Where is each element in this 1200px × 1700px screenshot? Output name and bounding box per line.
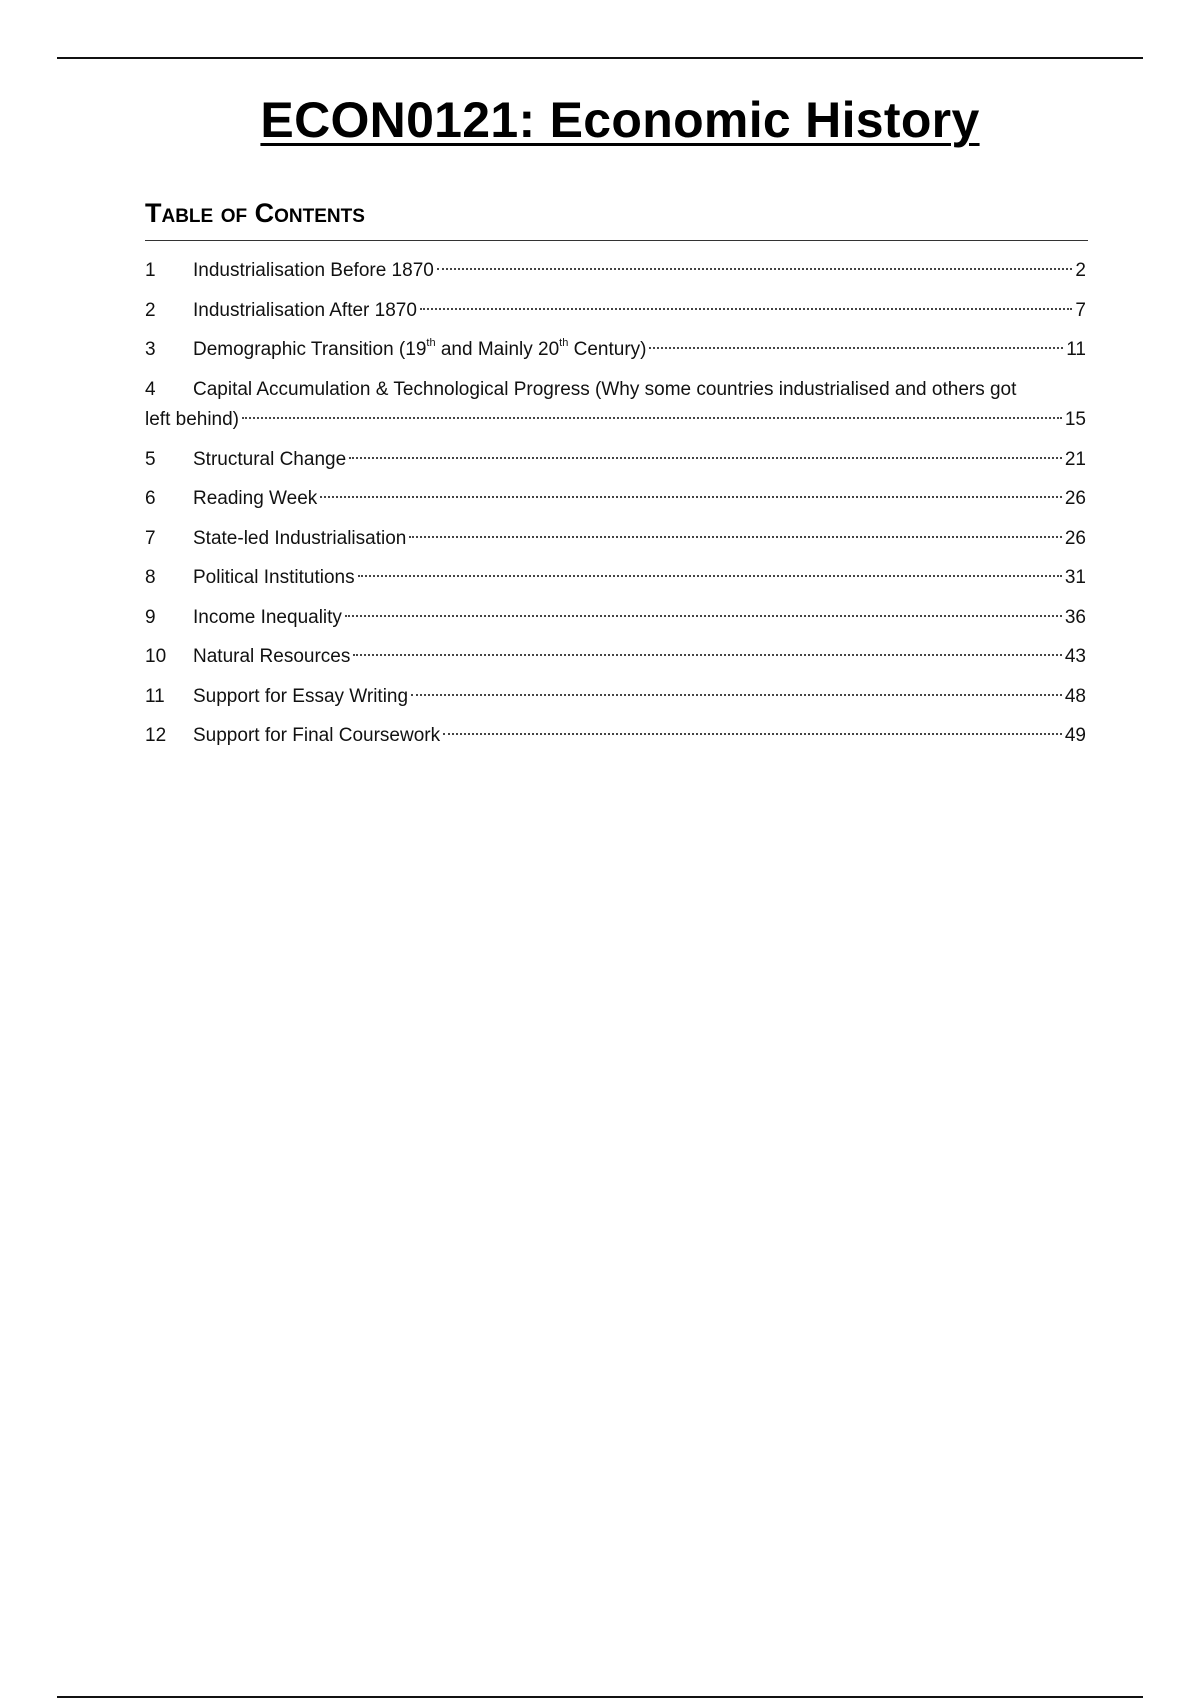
toc-entry-number: 3	[145, 339, 156, 360]
toc-entry-2[interactable]	[145, 296, 1086, 336]
dot-leader	[649, 347, 1063, 349]
toc-entry-10[interactable]	[145, 642, 1086, 682]
dot-leader	[437, 268, 1073, 270]
toc-entry-title[interactable]: Support for Final Coursework	[193, 725, 441, 746]
dot-leader	[443, 733, 1062, 735]
toc-entry-page[interactable]: 36	[1064, 606, 1086, 628]
toc-entry-number: 7	[145, 527, 156, 549]
dot-leader	[358, 575, 1062, 577]
toc-entry-11[interactable]	[145, 682, 1086, 722]
superscript: th	[559, 336, 569, 349]
dot-leader	[411, 694, 1062, 696]
toc-entry-page[interactable]: 21	[1064, 448, 1086, 470]
toc-entry-title[interactable]	[193, 335, 646, 365]
toc-title-part: and Mainly 20	[435, 339, 560, 360]
toc-entry-title[interactable]: Political Institutions	[193, 567, 355, 588]
toc-entry-4[interactable]	[145, 375, 1086, 445]
toc-entry-3[interactable]	[145, 335, 1086, 375]
toc-entry-title[interactable]: Natural Resources	[193, 646, 351, 667]
toc-entry-page[interactable]: 43	[1064, 646, 1086, 667]
toc-entry-title[interactable]: Reading Week	[193, 488, 318, 509]
dot-leader	[349, 457, 1062, 459]
toc-entry-title[interactable]: Industrialisation Before 1870	[193, 260, 434, 281]
toc-entry-6[interactable]	[145, 484, 1086, 524]
document-title: ECON0121: Economic History	[260, 92, 980, 148]
toc-entry-page[interactable]: 7	[1075, 299, 1086, 321]
toc-entry-title[interactable]: Structural Change	[193, 448, 347, 470]
toc-entry-page[interactable]: 15	[1064, 408, 1086, 430]
toc-entry-page[interactable]: 31	[1064, 567, 1086, 588]
dot-leader	[242, 417, 1062, 419]
toc-heading: Table of Contents	[145, 198, 365, 228]
toc-entry-title[interactable]: Industrialisation After 1870	[193, 299, 417, 321]
toc-entry-number: 6	[145, 488, 156, 509]
toc-entry-title[interactable]: Support for Essay Writing	[193, 685, 409, 707]
toc-entry-number: 11	[145, 685, 165, 707]
toc-entry-number: 2	[145, 299, 156, 321]
toc-entry-page[interactable]: 26	[1064, 488, 1086, 509]
dot-leader	[353, 654, 1062, 656]
toc-entry-number: 4	[145, 378, 156, 400]
toc-entry-8[interactable]	[145, 563, 1086, 603]
toc-entry-5[interactable]	[145, 445, 1086, 485]
toc-heading-rule	[145, 240, 1088, 241]
superscript: th	[426, 336, 436, 349]
toc-entry-number: 9	[145, 606, 156, 628]
toc-entry-9[interactable]	[145, 603, 1086, 643]
toc-title-part: Demographic Transition (19	[193, 339, 427, 360]
toc-entry-1[interactable]	[145, 256, 1086, 296]
toc-entry-number: 12	[145, 725, 167, 746]
dot-leader	[320, 496, 1062, 498]
toc-entry-number: 5	[145, 448, 156, 470]
table-of-contents	[145, 256, 1086, 761]
dot-leader	[409, 536, 1062, 538]
dot-leader	[420, 308, 1073, 310]
toc-entry-page[interactable]: 48	[1064, 685, 1086, 707]
toc-entry-title[interactable]: State-led Industrialisation	[193, 527, 407, 549]
toc-entry-page[interactable]: 26	[1064, 527, 1086, 549]
footer-rule	[57, 1696, 1143, 1698]
toc-entry-page[interactable]: 11	[1066, 339, 1086, 360]
toc-entry-number: 10	[145, 646, 167, 667]
toc-entry-title[interactable]: Capital Accumulation & Technological Progress (Why some countries industrialised and others got	[193, 378, 1017, 400]
toc-title-part: Century)	[568, 339, 647, 360]
dot-leader	[345, 615, 1062, 617]
toc-entry-7[interactable]	[145, 524, 1086, 564]
toc-entry-title-continued[interactable]: left behind)	[145, 408, 240, 430]
toc-entry-number: 8	[145, 567, 156, 588]
toc-entry-12[interactable]	[145, 721, 1086, 761]
toc-entry-title[interactable]: Income Inequality	[193, 606, 342, 628]
toc-entry-page[interactable]: 2	[1075, 260, 1086, 281]
header-rule	[57, 57, 1143, 59]
toc-entry-page[interactable]: 49	[1064, 725, 1086, 746]
toc-entry-number: 1	[145, 260, 156, 281]
